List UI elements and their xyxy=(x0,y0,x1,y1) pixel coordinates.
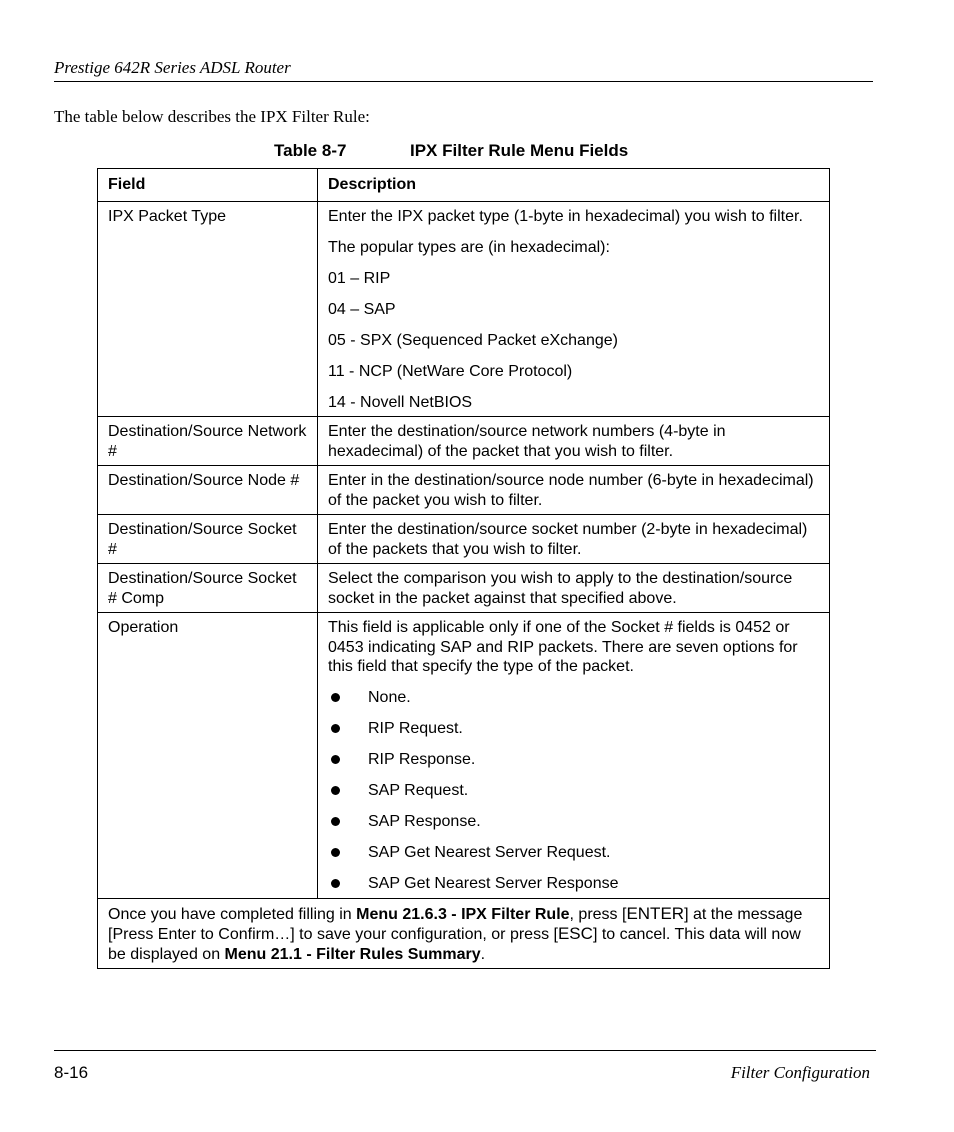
list-item xyxy=(328,843,819,863)
operation-options xyxy=(328,688,819,894)
packet-type-item: 04 – SAP xyxy=(328,300,396,318)
packet-type-item: 11 - NCP (NetWare Core Protocol) xyxy=(328,362,573,380)
menu-reference: Menu 21.1 - Filter Rules Summary xyxy=(224,945,481,963)
list-item xyxy=(328,688,819,708)
description-text: The popular types are (in hexadecimal): xyxy=(328,238,610,256)
bullet-icon xyxy=(331,848,340,857)
menu-reference: Menu 21.6.3 - IPX Filter Rule xyxy=(356,905,570,923)
description-text: Select the comparison you wish to apply to the destination/source socket in the packet against that specified above. xyxy=(328,570,793,607)
table-row xyxy=(98,201,830,417)
table-header-row xyxy=(98,169,830,202)
field-cell: Operation xyxy=(98,613,318,899)
option-label: SAP Request. xyxy=(368,782,469,799)
bullet-icon xyxy=(331,879,340,888)
list-item xyxy=(328,719,819,739)
packet-type-item: 01 – RIP xyxy=(328,269,391,287)
key-name: ESC xyxy=(557,924,593,943)
note-text: Once you have completed filling in xyxy=(108,905,357,923)
list-item xyxy=(328,812,819,832)
footer-divider xyxy=(54,1050,876,1051)
bullet-icon xyxy=(331,724,340,733)
option-label: RIP Response. xyxy=(368,751,476,768)
description-text: Enter the destination/source network numbers (4-byte in hexadecimal) of the packet that you wish to filter. xyxy=(328,423,726,460)
option-label: SAP Get Nearest Server Request. xyxy=(368,844,611,861)
table-caption xyxy=(274,141,628,161)
ipx-filter-rule-table xyxy=(97,168,830,969)
description-cell xyxy=(318,564,830,613)
option-label: None. xyxy=(368,689,411,706)
field-cell: IPX Packet Type xyxy=(98,201,318,417)
page-number: 8-16 xyxy=(54,1063,89,1082)
table-note-row xyxy=(98,898,830,969)
packet-type-item: 14 - Novell NetBIOS xyxy=(328,393,473,411)
field-cell: Destination/Source Socket # xyxy=(98,515,318,564)
bullet-icon xyxy=(331,755,340,764)
option-label: SAP Get Nearest Server Response xyxy=(368,875,619,892)
table-row xyxy=(98,613,830,899)
field-cell: Destination/Source Node # xyxy=(98,466,318,515)
running-footer: Filter Configuration xyxy=(730,1063,870,1082)
option-label: SAP Response. xyxy=(368,813,481,830)
table-row xyxy=(98,417,830,466)
save-instructions-note xyxy=(98,898,830,969)
table-row xyxy=(98,515,830,564)
header-divider xyxy=(54,81,873,82)
note-text: , press [ xyxy=(569,905,627,923)
description-cell xyxy=(318,417,830,466)
description-text: This field is applicable only if one of the Socket # fields is 0452 or 0453 indicating SAP and RIP packets. There are seven options for this field that specify the type of the packet. xyxy=(328,619,798,675)
description-text: Enter in the destination/source node number (6-byte in hexadecimal) of the packet you wish to filter. xyxy=(328,472,814,509)
key-name: ENTER xyxy=(626,903,685,923)
note-text: ] to cancel. This data will now be displayed on xyxy=(108,926,801,963)
description-cell xyxy=(318,201,830,417)
table-title: IPX Filter Rule Menu Fields xyxy=(410,141,629,160)
note-text: ] at the message [Press Enter to Confirm…] to save your configuration, or press [ xyxy=(108,905,803,943)
list-item xyxy=(328,781,819,801)
table-number: Table 8-7 xyxy=(274,141,347,160)
description-cell xyxy=(318,613,830,899)
field-cell: Destination/Source Network # xyxy=(98,417,318,466)
packet-type-item: 05 - SPX (Sequenced Packet eXchange) xyxy=(328,331,618,349)
description-cell xyxy=(318,515,830,564)
bullet-icon xyxy=(331,786,340,795)
list-item xyxy=(328,874,819,894)
table-row xyxy=(98,466,830,515)
header-description: Description xyxy=(318,169,830,202)
table-row xyxy=(98,564,830,613)
intro-text: The table below describes the IPX Filter Rule: xyxy=(54,107,370,126)
bullet-icon xyxy=(331,693,340,702)
running-header: Prestige 642R Series ADSL Router xyxy=(54,58,291,77)
note-text: . xyxy=(480,945,486,963)
description-text: Enter the destination/source socket number (2-byte in hexadecimal) of the packets that you wish to filter. xyxy=(328,521,808,558)
list-item xyxy=(328,750,819,770)
bullet-icon xyxy=(331,817,340,826)
field-cell: Destination/Source Socket # Comp xyxy=(98,564,318,613)
header-field: Field xyxy=(98,169,318,202)
description-cell xyxy=(318,466,830,515)
option-label: RIP Request. xyxy=(368,720,463,737)
description-text: Enter the IPX packet type (1-byte in hexadecimal) you wish to filter. xyxy=(328,207,803,225)
